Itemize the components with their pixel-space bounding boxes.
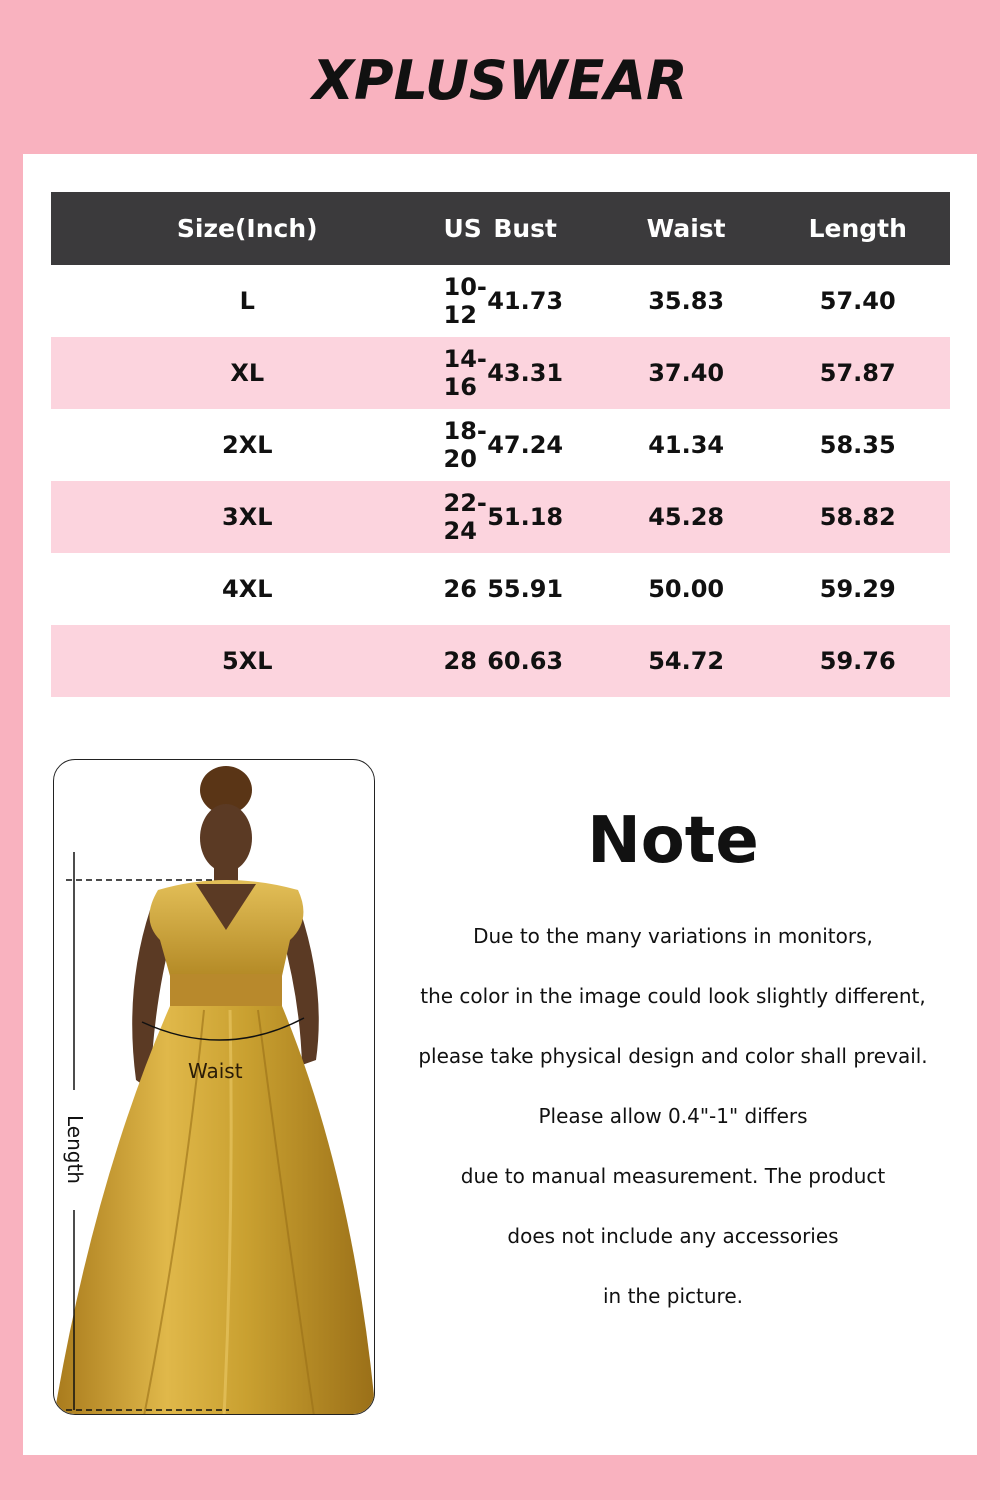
note-text xyxy=(393,912,953,1332)
brand-header xyxy=(0,40,1000,120)
cell-waist: 45.28 xyxy=(648,503,725,531)
cell-size: 3XL xyxy=(222,503,273,531)
table-row: 5XL 28 60.63 54.72 59.76 xyxy=(51,625,950,697)
size-chart-panel xyxy=(23,154,977,1455)
note-line: does not include any accessories xyxy=(507,1224,839,1248)
cell-waist: 41.34 xyxy=(648,431,725,459)
cell-waist: 35.83 xyxy=(648,287,725,315)
dress-illustration xyxy=(54,760,375,1415)
cell-size: 4XL xyxy=(222,575,273,603)
cell-waist: 54.72 xyxy=(648,647,725,675)
size-table xyxy=(51,192,950,697)
cell-length: 59.76 xyxy=(819,647,896,675)
cell-size: XL xyxy=(230,359,265,387)
header-bust: Bust xyxy=(493,214,558,243)
note-line: in the picture. xyxy=(603,1284,743,1308)
cell-bust: 47.24 xyxy=(487,431,564,459)
cell-length: 58.82 xyxy=(819,503,896,531)
cell-waist: 50.00 xyxy=(648,575,725,603)
note-line: the color in the image could look slightly different, xyxy=(420,984,926,1008)
model-figure xyxy=(53,759,375,1415)
header-waist: Waist xyxy=(646,214,726,243)
table-row: L 10-12 41.73 35.83 57.40 xyxy=(51,265,950,337)
cell-size: 2XL xyxy=(222,431,273,459)
table-row: 2XL 18-20 47.24 41.34 58.35 xyxy=(51,409,950,481)
cell-length: 57.87 xyxy=(819,359,896,387)
cell-length: 58.35 xyxy=(819,431,896,459)
cell-bust: 51.18 xyxy=(487,503,564,531)
cell-bust: 60.63 xyxy=(487,647,564,675)
table-row: XL 14-16 43.31 37.40 57.87 xyxy=(51,337,950,409)
header-length: Length xyxy=(808,214,907,243)
waist-label: Waist xyxy=(188,1059,243,1083)
table-header-row: Size(Inch) US Bust Waist Length xyxy=(51,192,950,265)
cell-bust: 43.31 xyxy=(487,359,564,387)
note-line: Due to the many variations in monitors, xyxy=(473,924,873,948)
note-title: Note xyxy=(587,804,759,878)
cell-waist: 37.40 xyxy=(648,359,725,387)
note-line: please take physical design and color shall prevail. xyxy=(418,1044,928,1068)
cell-bust: 41.73 xyxy=(487,287,564,315)
header-size: Size(Inch) xyxy=(176,214,318,243)
belt-shape xyxy=(170,974,282,1008)
cell-length: 57.40 xyxy=(819,287,896,315)
note-line: Please allow 0.4"-1" differs xyxy=(538,1104,808,1128)
head-shape xyxy=(200,804,252,872)
cell-length: 59.29 xyxy=(819,575,896,603)
cell-bust: 55.91 xyxy=(487,575,564,603)
cell-size: 5XL xyxy=(222,647,273,675)
length-label: Length xyxy=(63,1115,87,1184)
table-row: 4XL 26 55.91 50.00 59.29 xyxy=(51,553,950,625)
cell-size: L xyxy=(239,287,255,315)
table-row: 3XL 22-24 51.18 45.28 58.82 xyxy=(51,481,950,553)
brand-logo: XPLUSWEAR xyxy=(312,48,688,112)
note-line: due to manual measurement. The product xyxy=(460,1164,886,1188)
